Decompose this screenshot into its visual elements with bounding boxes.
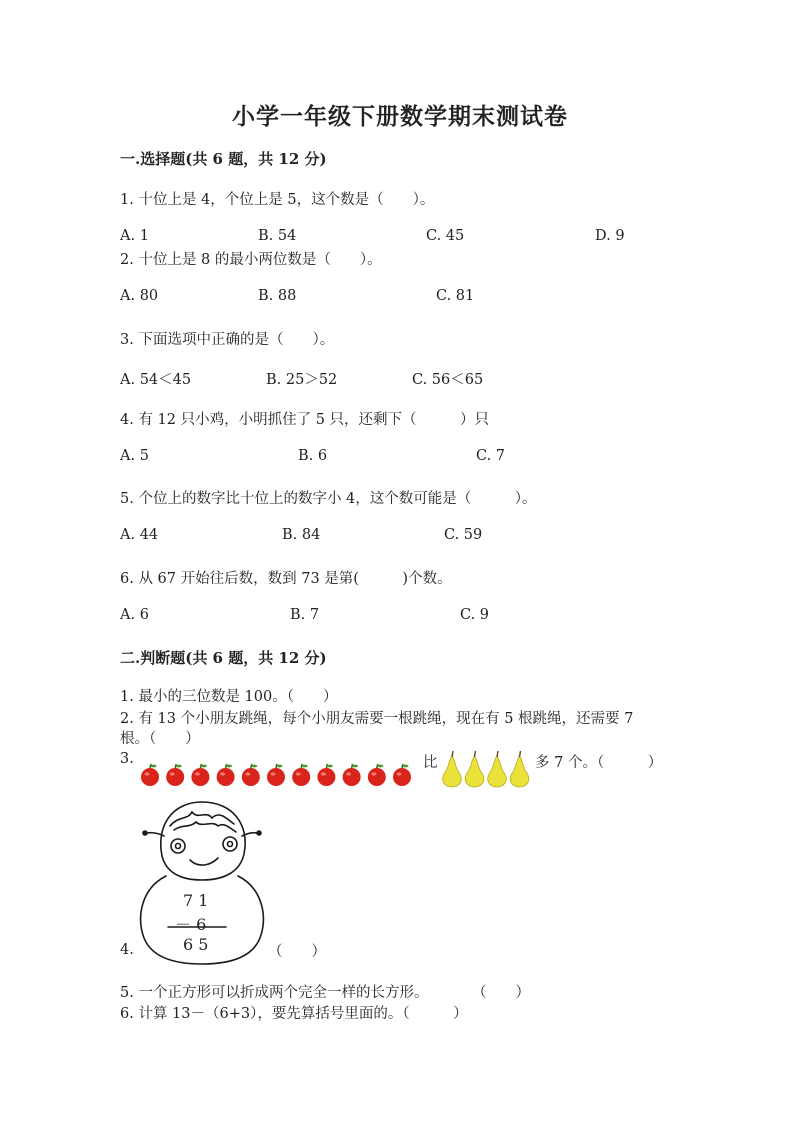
judge-question-4-number: 4. (120, 942, 134, 958)
question-2: 2. 十位上是 8 的最小两位数是（ ）。 (120, 252, 382, 268)
apple-icon (343, 764, 361, 786)
judge-question-2-line1: 2. 有 13 个小朋友跳绳，每个小朋友需要一根跳绳，现在有 5 根跳绳，还需要 7 (120, 711, 634, 727)
option-6b: B. 7 (290, 607, 320, 623)
apple-icon (217, 764, 235, 786)
apple-icon (368, 764, 386, 786)
judge-question-4-blank: （ ） (268, 944, 326, 960)
option-1c: C. 45 (426, 228, 465, 244)
judge-question-3-tail: 多 7 个。（ ） (535, 755, 663, 771)
question-3: 3. 下面选项中正确的是（ ）。 (120, 332, 335, 348)
question-5: 5. 个位上的数字比十位上的数字小 4，这个数可能是（ ）。 (120, 491, 537, 507)
option-3c: C. 56＜65 (412, 372, 484, 388)
judge-question-3-compare-word: 比 (423, 755, 438, 771)
judge-question-1: 1. 最小的三位数是 100。（ ） (120, 689, 338, 705)
option-1b: B. 54 (258, 228, 297, 244)
calc-minuend: 7 1 (183, 891, 209, 910)
option-6c: C. 9 (460, 607, 490, 623)
option-5c: C. 59 (444, 527, 483, 543)
option-1a: A. 1 (120, 228, 149, 244)
calc-result: 6 5 (183, 935, 209, 954)
apple-icon (166, 764, 184, 786)
judge-question-2-line2: 根。（ ） (120, 731, 200, 747)
apple-icon (393, 764, 411, 786)
option-4c: C. 7 (476, 448, 506, 464)
judge-question-6: 6. 计算 13－（6+3），要先算括号里面的。（ ） (120, 1006, 468, 1022)
option-5b: B. 84 (282, 527, 321, 543)
apple-icon (267, 764, 285, 786)
page-title: 小学一年级下册数学期末测试卷 (232, 103, 568, 130)
question-1: 1. 十位上是 4，个位上是 5，这个数是（ ）。 (120, 192, 435, 208)
apple-icon (141, 764, 159, 786)
question-4: 4. 有 12 只小鸡，小明抓住了 5 只，还剩下（ ）只 (120, 412, 490, 428)
apple-icon (292, 764, 310, 786)
judge-question-3-number: 3. (120, 751, 134, 767)
option-3b: B. 25＞52 (266, 372, 338, 388)
section-heading-choice: 一.选择题(共 6 题，共 12 分) (120, 150, 327, 168)
apple-icon (242, 764, 260, 786)
pear-icon (465, 751, 484, 787)
option-2b: B. 88 (258, 288, 297, 304)
option-4b: B. 6 (298, 448, 328, 464)
option-6a: A. 6 (120, 607, 149, 623)
option-5a: A. 44 (120, 527, 159, 543)
apple-icon (317, 764, 335, 786)
pear-icon (443, 751, 462, 787)
option-4a: A. 5 (120, 448, 149, 464)
apple-row-picture (138, 763, 418, 789)
pear-icon (488, 751, 507, 787)
section-heading-judge: 二.判断题(共 6 题，共 12 分) (120, 649, 327, 667)
judge-question-5: 5. 一个正方形可以折成两个完全一样的长方形。 （ ） (120, 985, 530, 1001)
question-6: 6. 从 67 开始往后数，数到 73 是第( )个数。 (120, 571, 452, 587)
pear-row-picture (440, 750, 532, 788)
option-2c: C. 81 (436, 288, 475, 304)
calc-subtrahend: － 6 (175, 915, 207, 934)
option-2a: A. 80 (120, 288, 159, 304)
pear-icon (510, 751, 529, 787)
apple-icon (191, 764, 209, 786)
option-1d: D. 9 (595, 228, 625, 244)
option-3a: A. 54＜45 (120, 372, 192, 388)
